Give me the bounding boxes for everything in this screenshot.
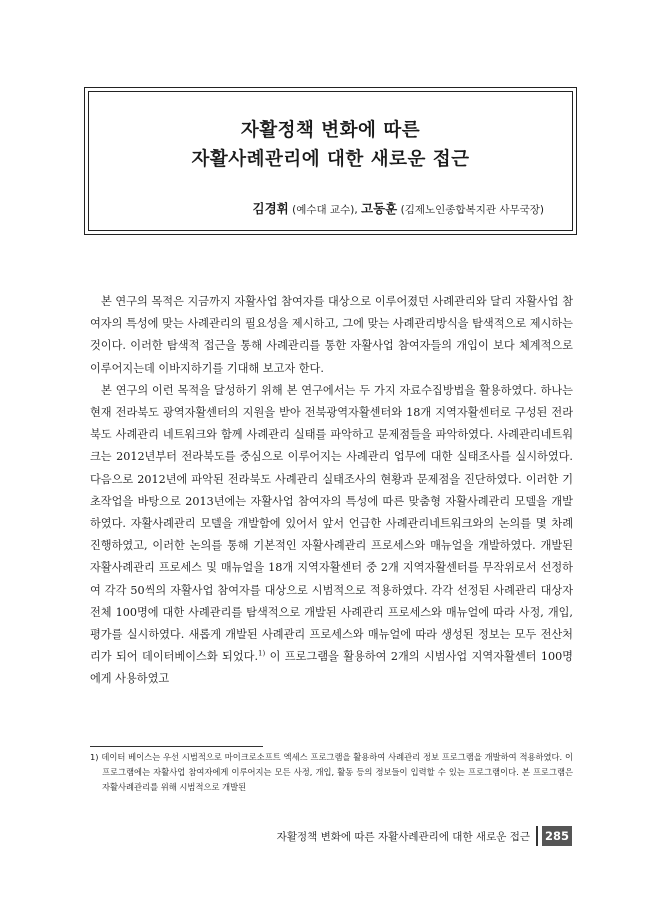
running-head: 자활정책 변화에 따른 자활사례관리에 대한 새로운 접근 (276, 831, 530, 843)
page-number: 285 (542, 826, 572, 846)
paragraph-2-tail: 이 프로그램을 활용하여 2개의 시범사업 지역자활센터 100명에게 사용하였고 (90, 650, 573, 686)
body-text (90, 291, 573, 691)
footnote-rule (90, 746, 263, 747)
paragraph-2 (90, 380, 573, 691)
authors (253, 199, 544, 217)
footnote-body (90, 750, 573, 795)
title-line-2: 자활사례관리에 대한 새로운 접근 (191, 149, 470, 170)
author-2-affiliation: (김제노인종합복지관 사무국장) (397, 204, 544, 216)
paragraph-2-text: 본 연구의 이런 목적을 달성하기 위해 본 연구에서는 두 가지 자료수집방법을 활용하였다. 하나는 현재 전라북도 광역자활센터의 지원을 받아 전북광역자활센터와 18개 지역자활센터로 구성된 전라북도 사례관리 네트워크와 함께 사례관리 실태를 파악하고 문제점들을 파악하였다. 사례관리네트워크는 2012년부터 전라북도를 중심으로 이루어지는 사례관리 업무에 대한 실태조사를 실시하였다. 다음으로 2012년에 파악된 전라북도 사례관리 실태조사의 현황과 문제점을 진단하였다. 이러한 기초작업을 바탕으로 2013년에는 자활사업 참여자의 특성에 따른 맞춤형 자활사례관리 모델을 개발하였다. 자활사례관리 모델을 개발함에 있어서 앞서 언급한 사례관리네트워크와의 논의를 몇 차례 진행하였고, 이러한 논의를 통해 기본적인 자활사례관리 프로세스와 매뉴얼을 개발하였다. 개발된 자활사례관리 프로세스 및 매뉴얼을 18개 지역자활센터 중 2개 지역자활센터를 무작위로서 선정하여 각각 50씩의 자활사업 참여자를 대상으로 시범적으로 적용하였다. 각각 선정된 사례관리 대상자 전체 100명에 대한 사례관리를 탐색적으로 개발된 사례관리 프로세스와 매뉴얼에 따라 사정, 개입, 평가를 실시하였다. 새롭게 개발된 사례관리 프로세스와 매뉴얼에 따라 생성된 정보는 모두 전산처리가 되어 데이터베이스화 되었다. (90, 383, 573, 664)
footnote (90, 750, 573, 795)
footnote-text: 데이터 베이스는 우선 시범적으로 마이크로소프트 엑세스 프로그램을 활용하여 사례관리 정보 프로그램을 개발하여 적용하였다. 이 프로그램에는 자활사업 참여자에게 이루어지는 모든 사정, 개입, 활동 등의 정보들이 입력할 수 있는 프로그램이다. 본 프로그램은 자활사례관리를 위해 시범적으로 개발된 (98, 752, 573, 792)
title-box (88, 91, 573, 231)
title-line-1: 자활정책 변화에 따른 (240, 120, 421, 141)
author-1-name: 김경휘 (252, 201, 289, 216)
paragraph-1: 본 연구의 목적은 지금까지 자활사업 참여자를 대상으로 이루어졌던 사례관리와 달리 자활사업 참여자의 특성에 맞는 사례관리의 필요성을 제시하고, 그에 맞는 사례관리방식을 탐색적으로 제시하는 것이다. 이러한 탐색적 접근을 통해 사례관리를 통한 자활사업 참여자들의 개입이 보다 체계적으로 이루어지는데 이바지하기를 기대해 보고자 한다. (90, 295, 573, 375)
footnote-marker: 1) (90, 752, 99, 762)
footnote-ref[interactable]: 1) (258, 649, 266, 658)
page-separator (536, 826, 538, 846)
author-1-affiliation: (예수대 교수), (288, 204, 362, 216)
author-2-name: 고동훈 (361, 201, 398, 216)
